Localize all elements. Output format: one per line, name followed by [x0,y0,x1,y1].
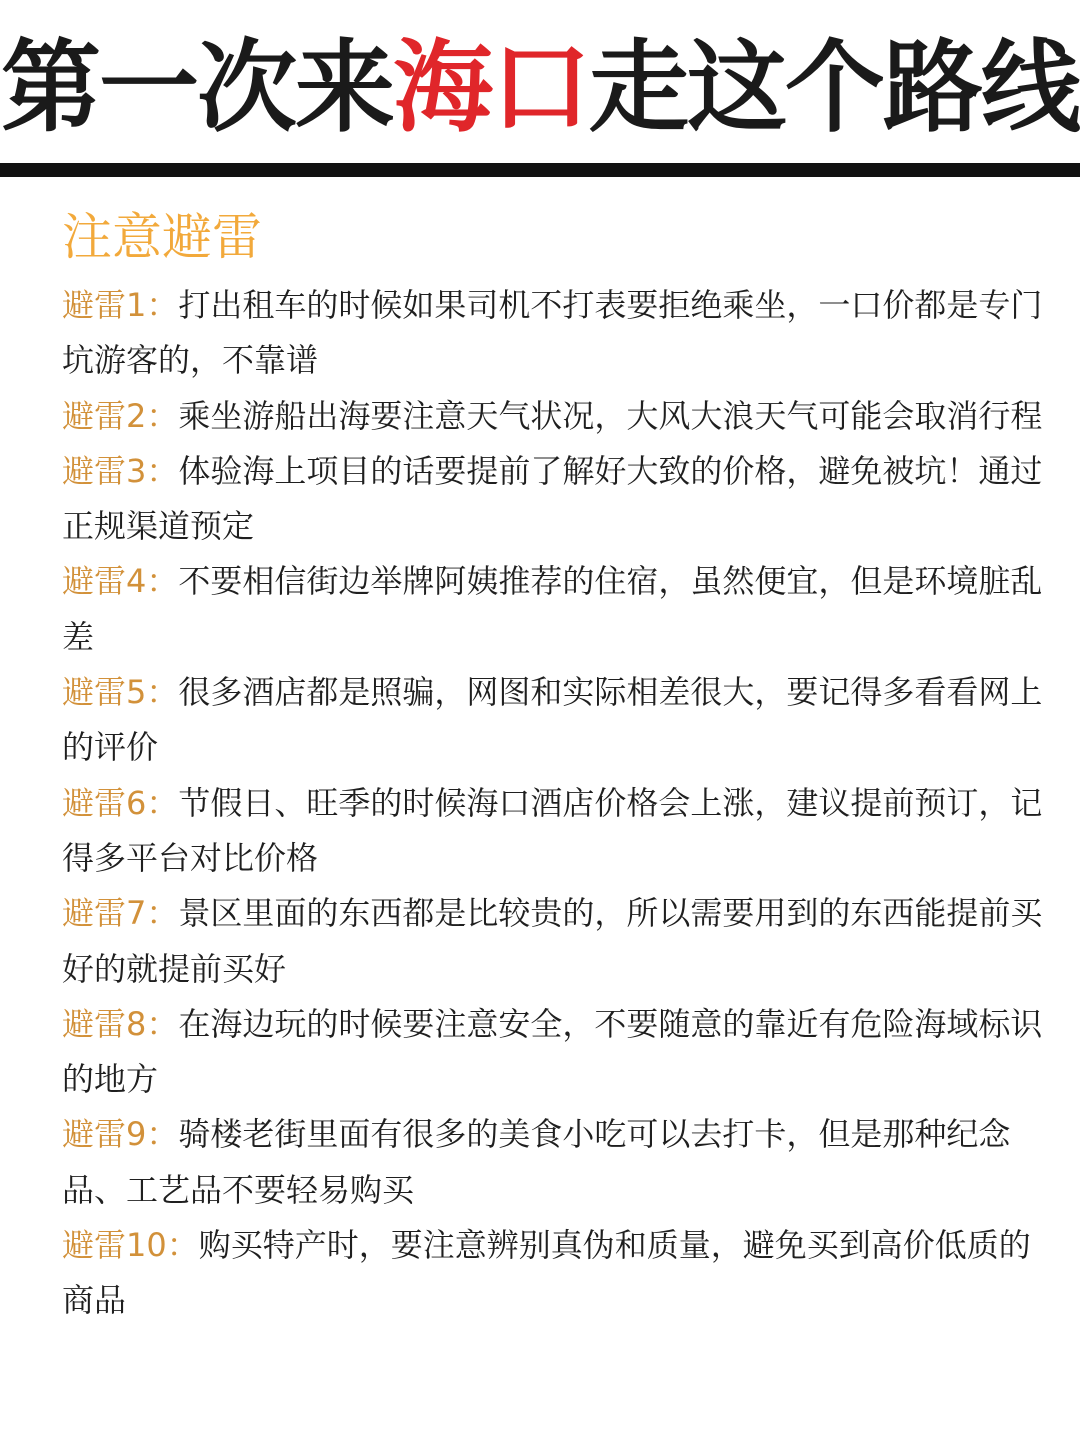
tip-text: 在海边玩的时候要注意安全，不要随意的靠近有危险海域标识的地方 [62,1004,1043,1099]
tip-text: 不要相信街边举牌阿姨推荐的住宿，虽然便宜，但是环境脏乱差 [62,562,1043,656]
tip-text: 景区里面的东西都是比较贵的，所以需要用到的东西能提前买好的就提前买好 [62,894,1043,988]
section-heading: 注意避雷 [62,208,262,266]
tip-label: 避雷9： [62,1115,179,1154]
tip-label: 避雷1： [62,286,179,324]
title-accent-city: 海口 [393,29,589,146]
page-title [0,28,1080,148]
tip-text: 很多酒店都是照骗，网图和实际相差很大，要记得多看看网上的评价 [62,673,1043,767]
tip-item [62,1218,1047,1329]
tip-text: 体验海上项目的话要提前了解好大致的价格，避免被坑！通过正规渠道预定 [62,451,1043,546]
title-part-1: 第一次来 [1,29,393,146]
title-divider [0,163,1080,177]
tip-item [62,886,1047,997]
tip-label: 避雷3： [62,451,179,490]
tip-text: 购买特产时，要注意辨别真伪和质量，避免买到高价低质的商品 [62,1226,1031,1320]
tip-item [62,389,1047,444]
tip-item [62,554,1047,665]
tip-label: 避雷4： [62,562,179,601]
tip-label: 避雷10： [62,1226,199,1265]
tip-label: 避雷8： [62,1004,179,1043]
tip-item [62,278,1047,389]
tip-item [62,1107,1047,1218]
tip-item [62,776,1047,887]
tips-list [62,278,1047,1329]
tip-text: 节假日、旺季的时候海口酒店价格会上涨，建议提前预订，记得多平台对比价格 [62,783,1043,877]
tip-item [62,444,1047,555]
tip-text: 打出租车的时候如果司机不打表要拒绝乘坐，一口价都是专门坑游客的，不靠谱 [62,286,1043,380]
tip-item [62,665,1047,776]
tip-label: 避雷7： [62,894,179,933]
tip-label: 避雷2： [62,396,179,435]
tip-item [62,997,1047,1108]
tip-label: 避雷5： [62,673,179,712]
tip-text: 乘坐游船出海要注意天气状况，大风大浪天气可能会取消行程 [178,396,1043,435]
title-part-2: 走这个路线 [589,29,1079,146]
tip-text: 骑楼老街里面有很多的美食小吃可以去打卡，但是那种纪念品、工艺品不要轻易购买 [62,1115,1011,1209]
tip-label: 避雷6： [62,783,179,822]
